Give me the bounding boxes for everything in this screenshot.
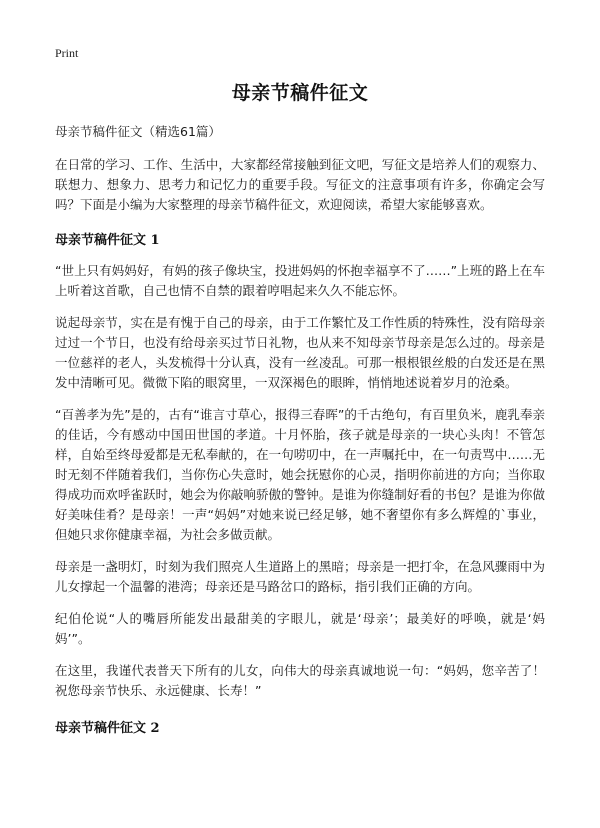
section-1-paragraph-2: 说起母亲节，实在是有愧于自己的母亲，由于工作繁忙及工作性质的特殊性，没有陪母亲过过一个节日，也没有给母亲买过节日礼物，也从来不知母亲节母亲是怎么过的。母亲是一位慈祥的老人，头发梳得十分认真，没有一丝凌乱。可那一根根银丝般的白发还是在黑发中清晰可见。微微下陷的眼窝里，一双深褐色的眼眸，悄悄地述说着岁月的沧桑。 xyxy=(55,315,545,390)
article-body xyxy=(55,122,545,749)
section-1-paragraph-4: 母亲是一盏明灯，时刻为我们照亮人生道路上的黑暗；母亲是一把打伞，在急风骤雨中为儿女撑起一个温馨的港湾；母亲还是马路岔口的路标，指引我们正确的方向。 xyxy=(55,559,545,594)
section-1-paragraph-1: “世上只有妈妈好，有妈的孩子像块宝，投进妈妈的怀抱幸福享不了……”上班的路上在车上听着这首歌，自己也情不自禁的跟着哼唱起来久久不能忘怀。 xyxy=(55,263,545,298)
section-1-paragraph-6: 在这里，我谨代表普天下所有的儿女，向伟大的母亲真诚地说一句：“妈妈，您辛苦了！祝您母亲节快乐、永远健康、长寿！” xyxy=(55,663,545,698)
article-subtitle: 母亲节稿件征文（精选61篇） xyxy=(55,124,221,139)
page-title: 母亲节稿件征文 xyxy=(231,82,369,104)
intro-paragraph: 在日常的学习、工作、生活中，大家都经常接触到征文吧，写征文是培养人们的观察力、联想力、想象力、思考力和记忆力的重要手段。写征文的注意事项有许多，你确定会写吗？下面是小编为大家整理的母亲节稿件征文，欢迎阅读，希望大家能够喜欢。 xyxy=(55,157,545,212)
section-heading-1: 母亲节稿件征文 1 xyxy=(55,233,160,248)
section-1-paragraph-3: “百善孝为先”是的，古有“谁言寸草心，报得三春晖”的千古绝句，有百里负米，鹿乳奉亲的佳话，今有感动中国田世国的孝道。十月怀胎，孩子就是母亲的一块心头肉！不管怎样，自始至终母爱都是无私奉献的，在一句唠叨中，在一声嘱托中，在一句责骂中……无时无刻不伴随着我们，当你伤心失意时，她会抚慰你的心灵，指明你前进的方向；当你取得成功而欢呼雀跃时，她会为你敲响骄傲的警钟。是谁为你缝制好看的书包？是谁为你做好美味佳肴？是母亲！一声“妈妈”对她来说已经足够，她不奢望你有多么辉煌的`事业，但她只求你健康幸福，为社会多做贡献。 xyxy=(55,407,545,542)
section-1-paragraph-5: 纪伯伦说“人的嘴唇所能发出最甜美的字眼儿，就是‘母亲’；最美好的呼唤，就是‘妈妈’”。 xyxy=(55,611,545,646)
section-heading-2: 母亲节稿件征文 2 xyxy=(55,721,160,736)
print-link[interactable]: Print xyxy=(55,46,79,60)
